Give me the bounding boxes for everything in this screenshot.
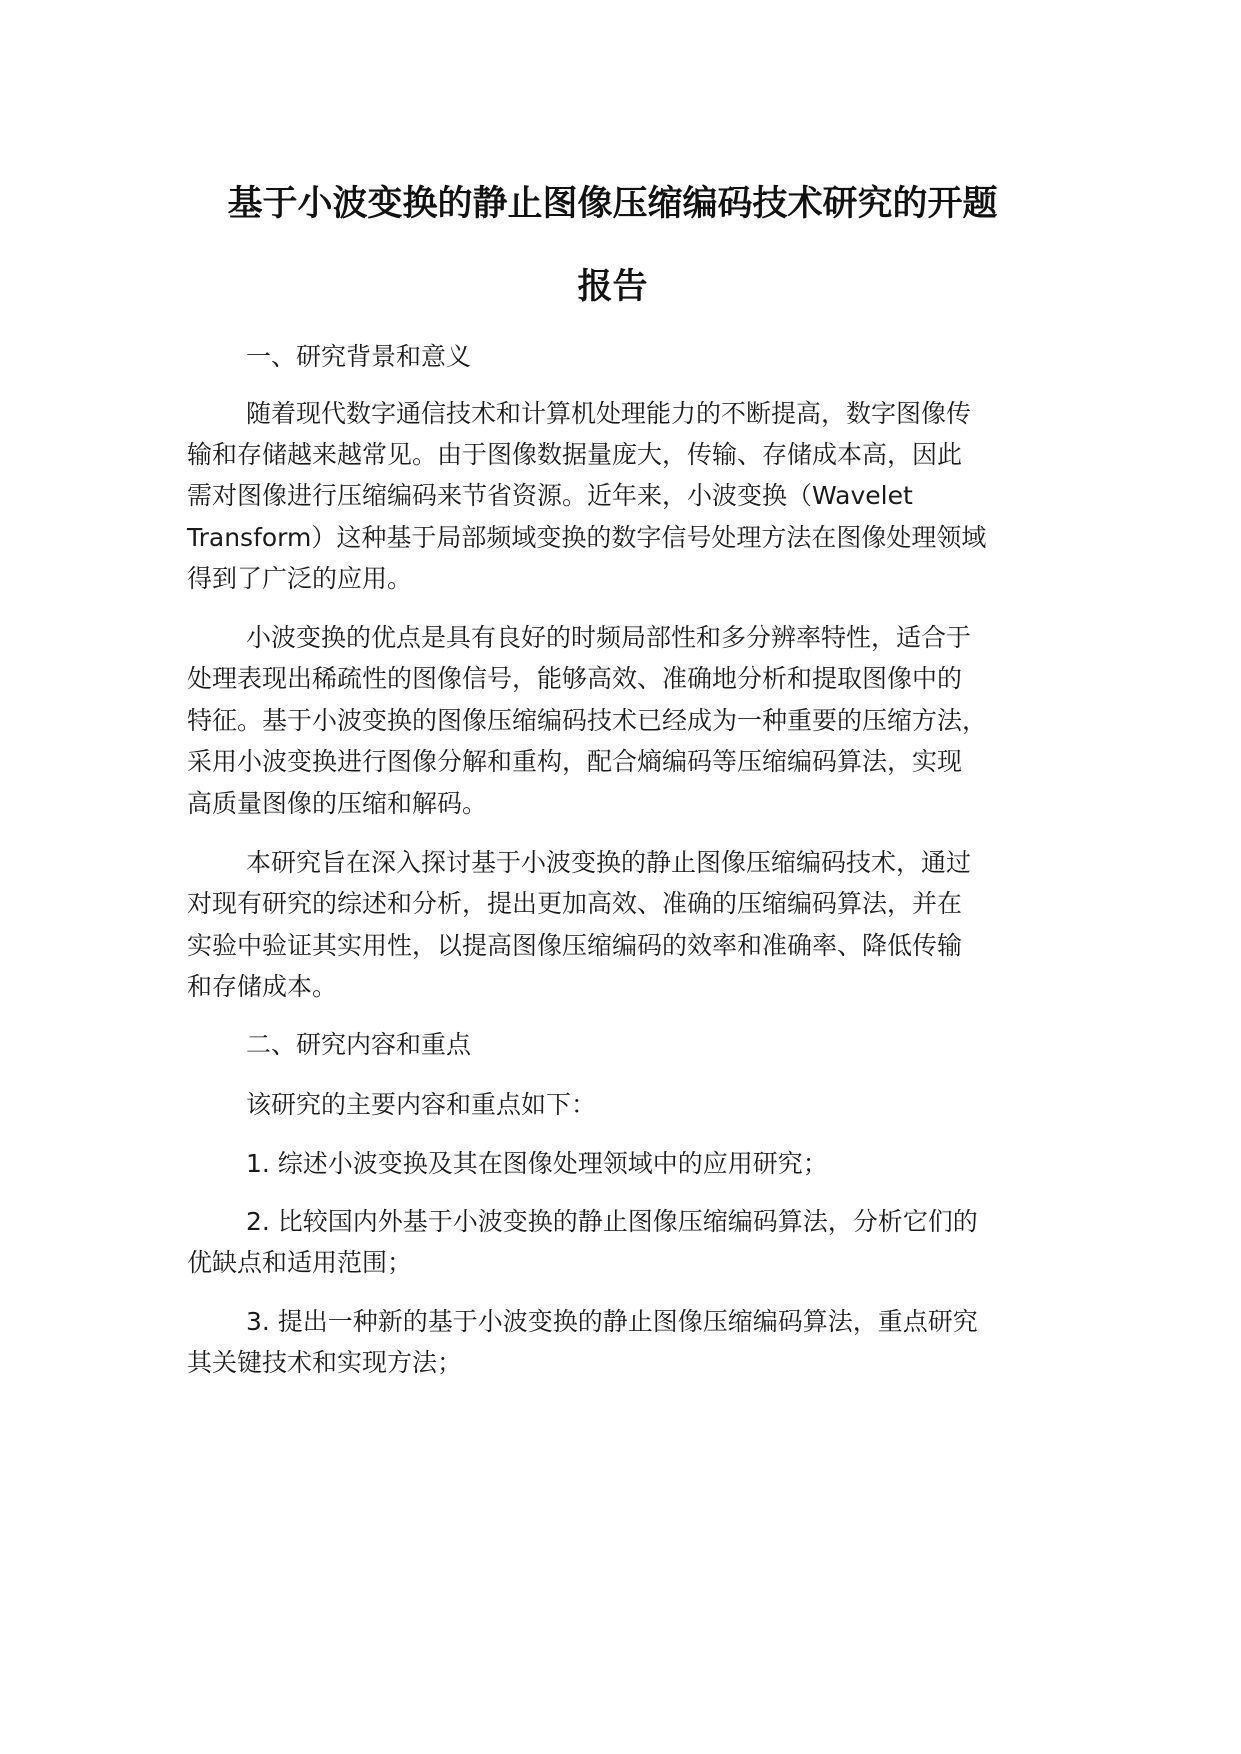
paragraph-line: 和存储成本。 xyxy=(187,972,338,1001)
paragraph-line: 需对图像进行压缩编码来节省资源。近年来，小波变换（Wavelet xyxy=(187,481,913,510)
document-title-line-1: 基于小波变换的静止图像压缩编码技术研究的开题 xyxy=(227,184,998,224)
list-item: 1. 综述小波变换及其在图像处理领域中的应用研究； xyxy=(246,1149,828,1178)
list-item: 3. 提出一种新的基于小波变换的静止图像压缩编码算法，重点研究 xyxy=(246,1307,978,1336)
paragraph-line: Transform）这种基于局部频域变换的数字信号处理方法在图像处理领域 xyxy=(187,523,987,552)
paragraph-line: 处理表现出稀疏性的图像信号，能够高效、准确地分析和提取图像中的 xyxy=(187,664,963,693)
content-intro: 该研究的主要内容和重点如下： xyxy=(246,1090,597,1119)
list-item-continuation: 其关键技术和实现方法； xyxy=(187,1348,463,1377)
section-heading-background: 一、研究背景和意义 xyxy=(246,342,472,371)
paragraph-line: 实验中验证其实用性，以提高图像压缩编码的效率和准确率、降低传输 xyxy=(187,931,963,960)
paragraph-line: 对现有研究的综述和分析，提出更加高效、准确的压缩编码算法，并在 xyxy=(187,889,963,918)
paragraph-line: 特征。基于小波变换的图像压缩编码技术已经成为一种重要的压缩方法， xyxy=(187,706,988,735)
list-item: 2. 比较国内外基于小波变换的静止图像压缩编码算法，分析它们的 xyxy=(246,1207,978,1236)
paragraph-line: 小波变换的优点是具有良好的时频局部性和多分辨率特性，适合于 xyxy=(246,623,972,652)
section-heading-content: 二、研究内容和重点 xyxy=(246,1030,472,1059)
paragraph-line: 随着现代数字通信技术和计算机处理能力的不断提高，数字图像传 xyxy=(246,399,972,428)
paragraph-line: 本研究旨在深入探讨基于小波变换的静止图像压缩编码技术，通过 xyxy=(246,848,972,877)
document-title-line-2: 报告 xyxy=(577,267,648,307)
list-item-continuation: 优缺点和适用范围； xyxy=(187,1248,413,1277)
paragraph-line: 高质量图像的压缩和解码。 xyxy=(187,789,488,818)
paragraph-line: 得到了广泛的应用。 xyxy=(187,564,413,593)
paragraph-line: 采用小波变换进行图像分解和重构，配合熵编码等压缩编码算法，实现 xyxy=(187,747,963,776)
paragraph-line: 输和存储越来越常见。由于图像数据量庞大，传输、存储成本高，因此 xyxy=(187,440,963,469)
